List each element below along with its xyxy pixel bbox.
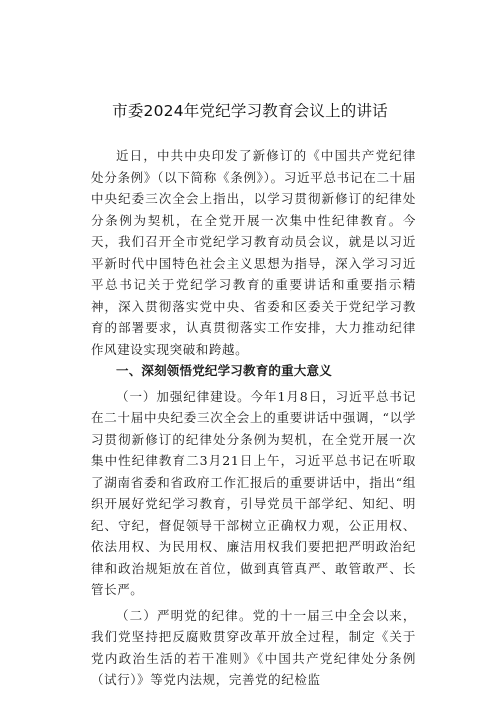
- document-title: 市委2024年党纪学习教育会议上的讲话: [112, 102, 388, 120]
- section-heading: 一、深刻领悟党纪学习教育的重大意义: [116, 363, 332, 378]
- paragraph-1: （一）加强纪律建设。今年1月8日，习近平总书记在二十届中央纪委三次全会上的重要讲话中强调，“以学习贯彻新修订的纪律处分条例为契机，在全党开展一次集中性纪律教育二3月21日上午，习近平总书记在听取了湖南省委和省政府工作汇报后的重要讲话中，指出“组织开展好党纪学习教育，引导党员干部学纪、知纪、明纪、守纪，督促领导干部树立正确权力观，公正用权、依法用权、为民用权、廉洁用权我们要把把严明政治纪律和政治规矩放在首位，做到真管真严、敢管敢严、长管长严。: [91, 388, 416, 597]
- document-body: [91, 145, 416, 691]
- intro-paragraph: 近日，中共中央印发了新修订的《中国共产党纪律处分条例》（以下简称《条例》）。习近平总书记在二十届中央纪委三次全会上指出，以学习贯彻新修订的纪律处分条例为契机，在全党开展一次集中性纪律教育。今天，我们召开全市党纪学习教育动员会议，就是以习近平新时代中国特色社会主义思想为指导，深入学习习近平总书记关于党纪学习教育的重要讲话和重要指示精神，深入贯彻落实党中央、省委和区委关于党纪学习教育的部署要求，认真贯彻落实工作安排，大力推动纪律作风建设实现突破和跨越。: [91, 148, 416, 357]
- paragraph-2: （二）严明党的纪律。党的十一届三中全会以来，我们党坚持把反腐败贯穿改革开放全过程，制定《关于党内政治生活的若干准则》《中国共产党纪律处分条例（试行）》等党内法规，完善党的纪检监: [91, 607, 416, 687]
